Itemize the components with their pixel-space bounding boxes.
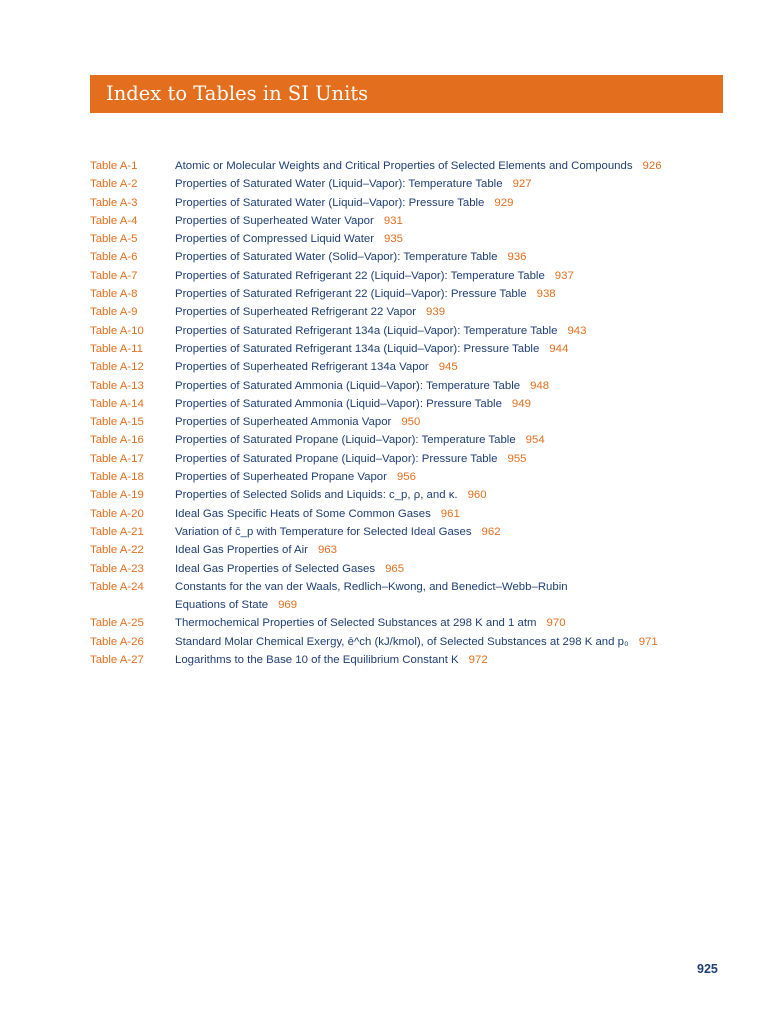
list-item[interactable]	[90, 340, 720, 358]
header-bar	[90, 75, 723, 113]
list-item[interactable]	[90, 248, 720, 266]
table-description: Properties of Superheated Refrigerant 134a Vapor 945	[175, 361, 458, 374]
table-page-number: 972	[468, 654, 488, 667]
list-item[interactable]	[90, 413, 720, 431]
list-item[interactable]	[90, 523, 720, 541]
table-page-number: 943	[567, 324, 587, 337]
table-description: Ideal Gas Specific Heats of Some Common Gases 961	[175, 507, 460, 520]
table-label: Table A-14	[90, 397, 144, 410]
table-page-number: 938	[536, 288, 556, 301]
table-label: Table A-9	[90, 306, 138, 319]
table-label: Table A-21	[90, 525, 144, 538]
table-page-number: 948	[530, 379, 550, 392]
table-description: Properties of Saturated Refrigerant 22 (Liquid–Vapor): Temperature Table 937	[175, 269, 574, 282]
list-item[interactable]	[90, 633, 720, 651]
table-page-number: 927	[512, 178, 532, 191]
table-page-number: 950	[401, 416, 421, 429]
table-label: Table A-17	[90, 452, 144, 465]
list-item[interactable]	[90, 468, 720, 486]
table-label: Table A-8	[90, 288, 138, 301]
table-description: Logarithms to the Base 10 of the Equilibrium Constant K 972	[175, 654, 488, 667]
list-item[interactable]	[90, 230, 720, 248]
list-item[interactable]	[90, 322, 720, 340]
table-page-number: 961	[440, 507, 460, 520]
table-label: Table A-26	[90, 635, 144, 648]
table-description: Properties of Saturated Refrigerant 22 (Liquid–Vapor): Pressure Table 938	[175, 288, 556, 301]
table-page-number: 944	[549, 342, 569, 355]
table-page-number: 935	[384, 233, 404, 246]
list-item[interactable]	[90, 395, 720, 413]
table-description: Properties of Superheated Refrigerant 22 Vapor 939	[175, 306, 446, 319]
table-page-number: 937	[554, 269, 574, 282]
table-label: Table A-11	[90, 342, 143, 355]
table-description: Properties of Saturated Ammonia (Liquid–Vapor): Pressure Table 949	[175, 397, 531, 410]
table-description: Properties of Saturated Water (Solid–Vapor): Temperature Table 936	[175, 251, 527, 264]
table-description: Properties of Superheated Ammonia Vapor 950	[175, 416, 421, 429]
table-description: Properties of Superheated Water Vapor 931	[175, 214, 403, 227]
table-label: Table A-2	[90, 178, 138, 191]
table-description: Atomic or Molecular Weights and Critical Properties of Selected Elements and Compounds 926	[175, 160, 662, 172]
table-label: Table A-25	[90, 617, 144, 630]
list-item[interactable]	[90, 614, 720, 632]
table-label: Table A-24	[90, 580, 144, 593]
table-page-number: 931	[383, 214, 403, 227]
table-label: Table A-19	[90, 489, 144, 502]
list-item[interactable]	[90, 541, 720, 559]
list-item[interactable]	[90, 358, 720, 376]
list-item[interactable]	[90, 578, 720, 615]
table-page-number: 962	[481, 525, 501, 538]
table-description: Properties of Saturated Water (Liquid–Vapor): Temperature Table 927	[175, 178, 532, 191]
list-item[interactable]	[90, 267, 720, 285]
page-title: Index to Tables in SI Units	[106, 82, 369, 105]
table-description: Properties of Selected Solids and Liquids: c_p, ρ, and κ. 960	[175, 489, 487, 502]
table-description: Properties of Saturated Propane (Liquid–Vapor): Pressure Table 955	[175, 452, 527, 465]
list-item[interactable]	[90, 212, 720, 230]
table-page-number: 926	[642, 160, 662, 172]
table-label: Table A-4	[90, 214, 138, 227]
list-item[interactable]	[90, 505, 720, 523]
table-label: Table A-1	[90, 160, 138, 172]
table-page-number: 970	[546, 617, 566, 630]
list-item[interactable]	[90, 377, 720, 395]
table-description: Properties of Saturated Ammonia (Liquid–Vapor): Temperature Table 948	[175, 379, 550, 392]
table-page-number: 969	[278, 599, 298, 612]
table-description: Variation of c̄_p with Temperature for Selected Ideal Gases 962	[175, 525, 501, 538]
table-label: Table A-10	[90, 324, 144, 337]
list-item[interactable]	[90, 651, 720, 669]
table-page-number: 956	[396, 471, 416, 484]
table-page-number: 945	[438, 361, 458, 374]
list-item[interactable]	[90, 450, 720, 468]
table-page-number: 954	[525, 434, 545, 447]
table-label: Table A-3	[90, 196, 138, 209]
table-page-number: 929	[494, 196, 514, 209]
table-label: Table A-16	[90, 434, 144, 447]
table-page-number: 936	[507, 251, 527, 264]
table-description: Properties of Saturated Refrigerant 134a (Liquid–Vapor): Temperature Table 943	[175, 324, 587, 337]
table-description: Properties of Superheated Propane Vapor 956	[175, 471, 416, 484]
table-description: Properties of Compressed Liquid Water 935	[175, 233, 404, 246]
list-item[interactable]	[90, 303, 720, 321]
list-item[interactable]	[90, 157, 720, 175]
list-item[interactable]	[90, 560, 720, 578]
table-label: Table A-5	[90, 233, 138, 246]
table-page-number: 965	[385, 562, 405, 575]
table-description: Properties of Saturated Refrigerant 134a (Liquid–Vapor): Pressure Table 944	[175, 342, 569, 355]
table-description: Standard Molar Chemical Exergy, ē^ch (kJ/kmol), of Selected Substances at 298 K and p₀ 971	[175, 635, 658, 648]
table-label: Table A-7	[90, 269, 138, 282]
table-description: Properties of Saturated Propane (Liquid–Vapor): Temperature Table 954	[175, 434, 545, 447]
table-description: Ideal Gas Properties of Selected Gases 965	[175, 562, 405, 575]
list-item[interactable]	[90, 431, 720, 449]
table-page-number: 971	[638, 635, 658, 648]
table-description: Properties of Saturated Water (Liquid–Vapor): Pressure Table 929	[175, 196, 514, 209]
table-label: Table A-22	[90, 544, 144, 557]
table-page-number: 963	[317, 544, 337, 557]
table-label: Table A-20	[90, 507, 144, 520]
table-description: Thermochemical Properties of Selected Substances at 298 K and 1 atm 970	[175, 617, 566, 630]
table-label: Table A-15	[90, 416, 144, 429]
list-item[interactable]	[90, 486, 720, 504]
table-label: Table A-6	[90, 251, 138, 264]
table-label: Table A-12	[90, 361, 144, 374]
table-description: Ideal Gas Properties of Air 963	[175, 544, 337, 557]
table-page-number: 955	[507, 452, 527, 465]
table-page-number: 949	[511, 397, 531, 410]
table-label: Table A-18	[90, 471, 144, 484]
list-item[interactable]	[90, 194, 720, 212]
table-index-list	[90, 157, 720, 669]
footer-page-number: 925	[697, 962, 718, 976]
table-label: Table A-23	[90, 562, 144, 575]
list-item[interactable]	[90, 175, 720, 193]
table-page-number: 939	[426, 306, 446, 319]
list-item[interactable]	[90, 285, 720, 303]
table-label: Table A-13	[90, 379, 144, 392]
table-label: Table A-27	[90, 654, 144, 667]
table-description: Constants for the van der Waals, Redlich–Kwong, and Benedict–Webb–Rubin Equations of State 969	[175, 580, 568, 612]
table-page-number: 960	[467, 489, 487, 502]
